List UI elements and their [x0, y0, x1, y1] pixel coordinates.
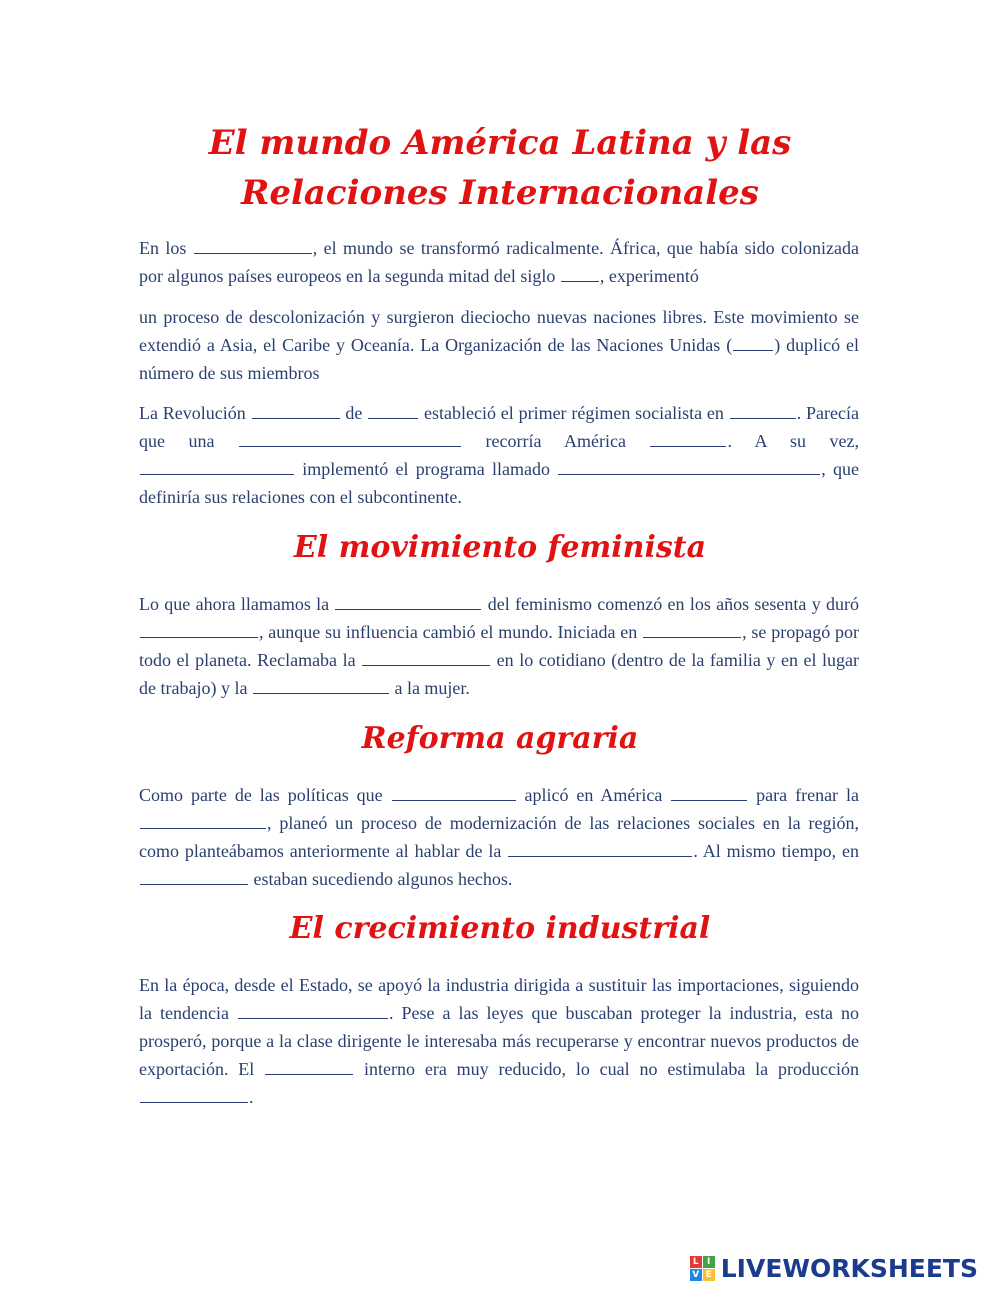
- heading-crecimiento-industrial: El crecimiento industrial: [289, 911, 711, 946]
- logo-letter: V: [690, 1269, 702, 1281]
- blank-input[interactable]: [140, 456, 294, 475]
- blank-input[interactable]: [643, 619, 741, 638]
- blank-input[interactable]: [671, 782, 747, 801]
- blank-input[interactable]: [265, 1056, 353, 1075]
- blank-input[interactable]: [558, 456, 820, 475]
- blank-input[interactable]: [140, 619, 258, 638]
- logo-letter: L: [690, 1256, 702, 1268]
- blank-input[interactable]: [239, 428, 461, 447]
- blank-input[interactable]: [733, 332, 773, 351]
- blank-input[interactable]: [252, 400, 340, 419]
- intro-paragraph-1: En los , el mundo se transformó radicalmente. África, que había sido colonizada por algunos países europeos en la segunda mitad del siglo , experimentó: [139, 234, 859, 290]
- logo-letter: I: [703, 1256, 715, 1268]
- heading-feminismo: El movimiento feminista: [293, 530, 707, 565]
- logo-letter: E: [703, 1269, 715, 1281]
- blank-input[interactable]: [194, 235, 312, 254]
- blank-input[interactable]: [140, 810, 266, 829]
- intro-paragraph-3: La Revolución de estableció el primer régimen socialista en . Parecía que una recorría América . A su vez, implementó el programa llamado , que definiría sus relaciones con el subcontinente.: [139, 399, 859, 511]
- industrial-paragraph: En la época, desde el Estado, se apoyó la industria dirigida a sustituir las importaciones, siguiendo la tendencia . Pese a las leyes que buscaban proteger la industria, esta no prosperó, porque a la clase dirigente le interesaba más recuperarse y encontrar nuevos productos de exportación. El interno era muy reducido, lo cual no estimulaba la producción .: [139, 975, 864, 1107]
- blank-input[interactable]: [650, 428, 726, 447]
- blank-input[interactable]: [561, 263, 599, 282]
- blank-input[interactable]: [508, 838, 692, 857]
- blank-input[interactable]: [368, 400, 418, 419]
- blank-input[interactable]: [392, 782, 516, 801]
- heading-reforma-agraria: Reforma agraria: [361, 721, 639, 756]
- liveworksheets-logo-icon: [690, 1256, 715, 1281]
- blank-input[interactable]: [140, 1084, 248, 1103]
- blank-input[interactable]: [238, 1000, 388, 1019]
- blank-input[interactable]: [140, 866, 248, 885]
- blank-input[interactable]: [253, 675, 389, 694]
- feminismo-paragraph: Lo que ahora llamamos la del feminismo comenzó en los años sesenta y duró , aunque su influencia cambió el mundo. Iniciada en , se propagó por todo el planeta. Reclamaba la en lo cotidiano (dentro de la familia y en el lugar de trabajo) y la a la mujer.: [139, 590, 859, 702]
- brand-name: LIVEWORKSHEETS: [720, 1254, 978, 1283]
- reforma-paragraph: Como parte de las políticas que aplicó en América para frenar la , planeó un proceso de modernización de las relaciones sociales en la región, como planteábamos anteriormente al hablar de la . Al mismo tiempo, en estaban sucediendo algunos hechos.: [139, 781, 859, 893]
- blank-input[interactable]: [362, 647, 490, 666]
- page-title: El mundo América Latina y las Relaciones Internacionales: [208, 123, 792, 213]
- footer-brand: [690, 1254, 978, 1283]
- blank-input[interactable]: [730, 400, 796, 419]
- blank-input[interactable]: [335, 591, 481, 610]
- intro-paragraph-2: un proceso de descolonización y surgieron dieciocho nuevas naciones libres. Este movimiento se extendió a Asia, el Caribe y Oceanía. La Organización de las Naciones Unidas ( ) duplicó el número de sus miembros: [139, 307, 864, 383]
